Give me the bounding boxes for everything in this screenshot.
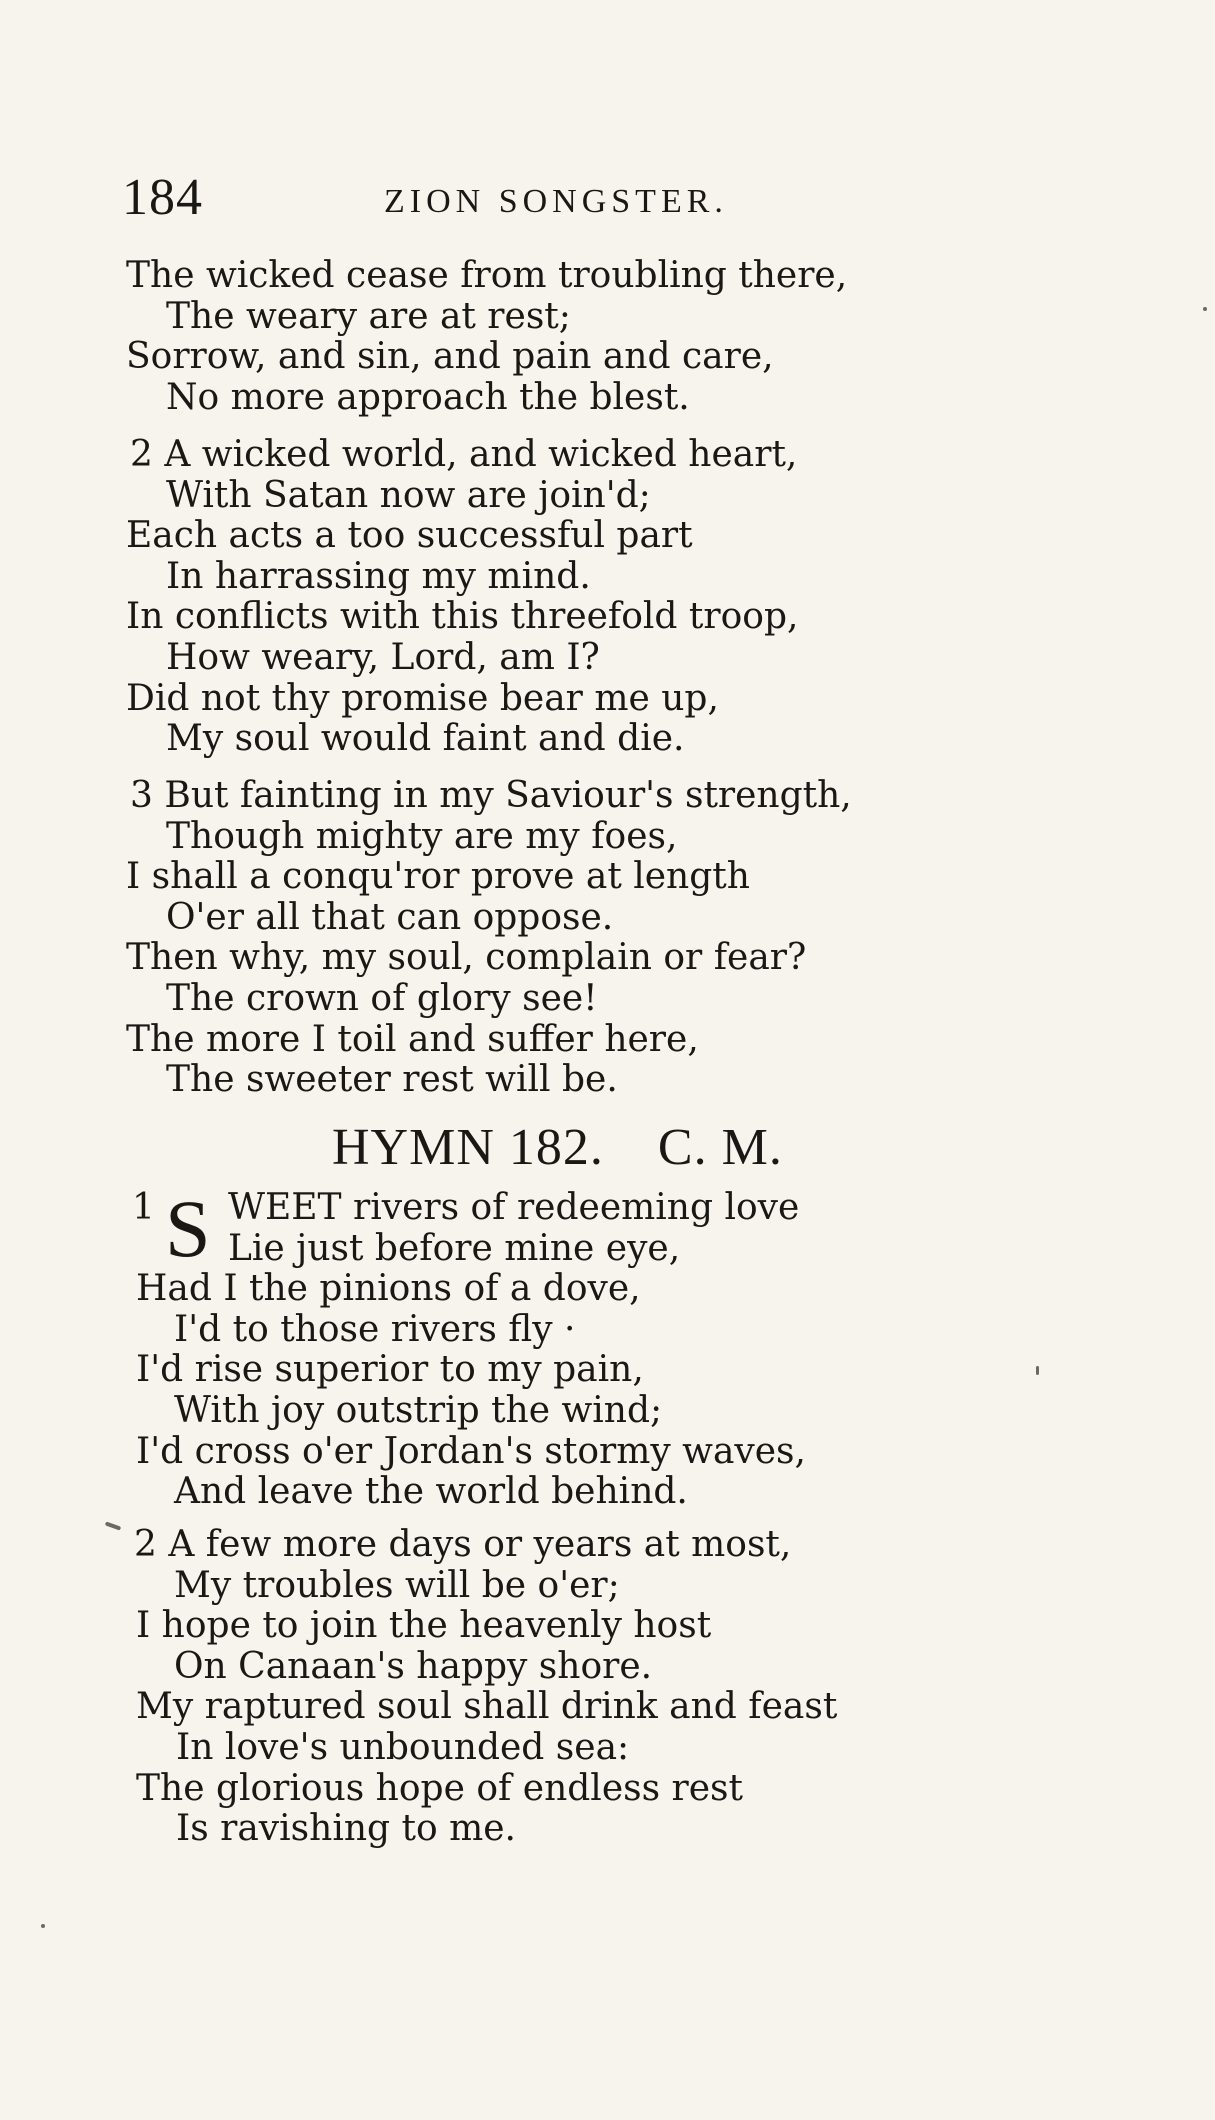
- verse-line-numbered: [0, 435, 1215, 476]
- verse-line: I'd to those rivers fly ·: [174, 1308, 576, 1350]
- verse-line: Did not thy promise bear me up,: [126, 677, 719, 719]
- verse-line: I'd rise superior to my pain,: [136, 1349, 644, 1391]
- verse-text: A wicked world, and wicked heart,: [164, 434, 798, 475]
- verse-line: Had I the pinions of a dove,: [136, 1268, 641, 1310]
- verse-line: The weary are at rest;: [166, 295, 571, 337]
- verse-line: The more I toil and suffer here,: [126, 1018, 699, 1060]
- verse-line: O'er all that can oppose.: [166, 896, 614, 938]
- hymn-stanza-1: [0, 1183, 1215, 1513]
- stanza-number: 1: [132, 1187, 155, 1228]
- running-title: ZION SONGSTER.: [384, 183, 728, 220]
- print-speck: [1203, 307, 1207, 311]
- print-speck: [41, 1924, 45, 1928]
- verse-line: I hope to join the heavenly host: [136, 1605, 712, 1647]
- verse-text: WEET rivers of redeeming love: [228, 1187, 800, 1228]
- verse-line: No more approach the blest.: [166, 376, 690, 418]
- verse-line: In love's unbounded sea:: [176, 1726, 630, 1768]
- verse-line: My soul would faint and die.: [166, 718, 685, 760]
- stanza-3: [0, 776, 1215, 1101]
- verse-line: My raptured soul shall drink and feast: [136, 1686, 838, 1728]
- verse-line: The sweeter rest will be.: [166, 1059, 618, 1101]
- verse-line: The crown of glory see!: [166, 977, 598, 1019]
- verse-line: The wicked cease from troubling there,: [126, 255, 848, 296]
- verse-line: Though mighty are my foes,: [166, 815, 678, 857]
- verse-line: Then why, my soul, complain or fear?: [126, 937, 807, 979]
- hymn-stanza-2: [0, 1525, 1215, 1850]
- verse-line: Is ravishing to me.: [176, 1808, 516, 1850]
- hymn-meter: C. M.: [657, 1119, 783, 1176]
- verse-line-numbered: [0, 776, 1215, 817]
- verse-line: How weary, Lord, am I?: [166, 636, 600, 678]
- verse-line: I'd cross o'er Jordan's stormy waves,: [136, 1430, 806, 1472]
- verse-line: [0, 1229, 1215, 1270]
- verse-line-numbered: [0, 1525, 1215, 1566]
- stanza-number: 3: [130, 775, 153, 816]
- verse-text: A few more days or years at most,: [168, 1524, 792, 1565]
- verse-line: Each acts a too successful part: [126, 515, 693, 557]
- hymn-heading: [332, 1116, 783, 1180]
- hymn-title: HYMN 182.: [332, 1119, 604, 1176]
- verse-line: And leave the world behind.: [174, 1471, 688, 1513]
- verse-text: Lie just before mine eye,: [228, 1227, 681, 1269]
- stanza-number: 2: [130, 434, 153, 475]
- verse-line: In conflicts with this threefold troop,: [126, 596, 799, 638]
- verse-line: On Canaan's happy shore.: [174, 1645, 653, 1687]
- verse-line: Sorrow, and sin, and pain and care,: [126, 336, 774, 378]
- verse-line: I shall a conqu'ror prove at length: [126, 856, 750, 898]
- page-number: 184: [122, 169, 203, 226]
- page-header: [122, 168, 842, 228]
- verse-line: The glorious hope of endless rest: [136, 1767, 743, 1809]
- drop-cap: S: [165, 1183, 211, 1274]
- verse-line: With Satan now are join'd;: [166, 474, 651, 516]
- verse-line: In harrassing my mind.: [166, 555, 591, 597]
- continued-stanza: [0, 256, 1215, 418]
- stanza-2: [0, 435, 1215, 760]
- verse-line: My troubles will be o'er;: [174, 1564, 620, 1606]
- verse-text: But fainting in my Saviour's strength,: [164, 775, 852, 816]
- stanza-number: 2: [134, 1524, 157, 1565]
- verse-line: With joy outstrip the wind;: [174, 1389, 663, 1431]
- print-speck: [1036, 1366, 1039, 1375]
